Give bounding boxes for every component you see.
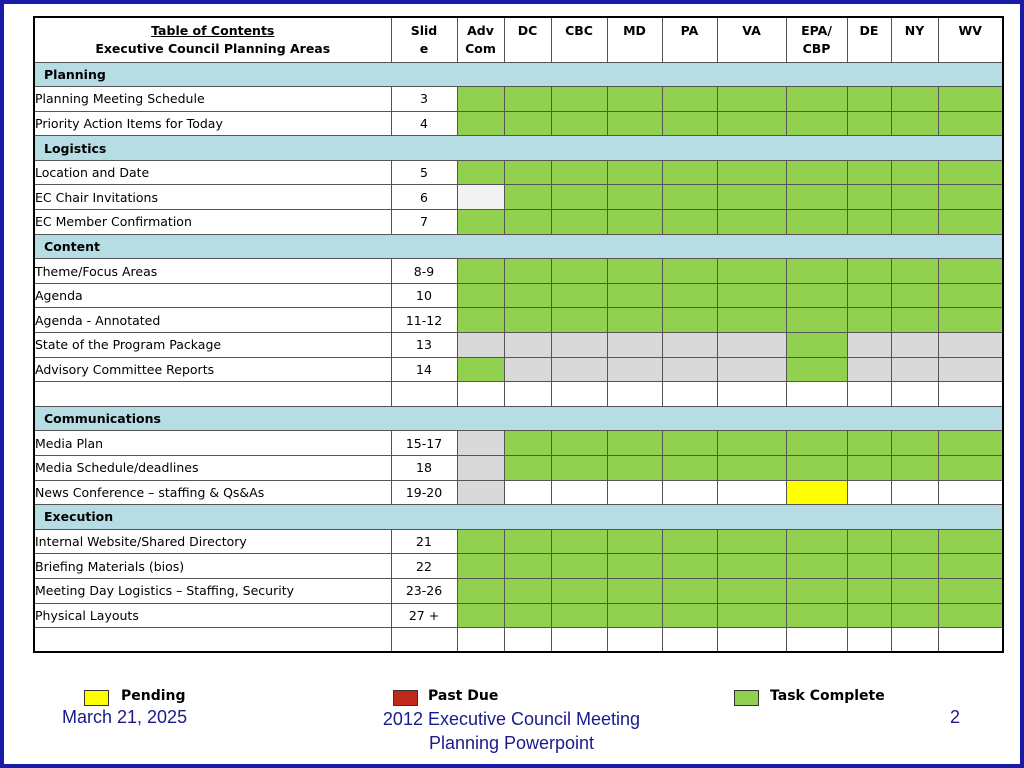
slide-number: 23-26 [391, 578, 457, 603]
status-cell [504, 308, 551, 333]
status-cell [551, 554, 607, 579]
table-row [34, 554, 1003, 579]
status-cell [847, 529, 891, 554]
column-header-epa: EPA/ CBP [786, 17, 847, 62]
status-cell [607, 480, 662, 505]
status-cell [504, 259, 551, 284]
status-cell [457, 333, 504, 358]
status-cell [607, 210, 662, 235]
legend-past-due-swatch [393, 690, 418, 706]
column-header-de: DE [847, 17, 891, 62]
status-cell [607, 160, 662, 185]
status-cell [504, 357, 551, 382]
status-cell [551, 185, 607, 210]
status-cell [891, 87, 938, 112]
status-cell [847, 210, 891, 235]
status-cell [786, 431, 847, 456]
table-row [34, 628, 1003, 653]
status-cell [891, 160, 938, 185]
slide-number [391, 628, 457, 653]
status-cell [607, 578, 662, 603]
status-cell [504, 382, 551, 407]
table-row [34, 283, 1003, 308]
status-cell [457, 111, 504, 136]
toc-header [34, 17, 391, 62]
status-cell [786, 259, 847, 284]
status-cell [891, 333, 938, 358]
column-header-pa: PA [662, 17, 717, 62]
status-cell [457, 308, 504, 333]
status-cell [938, 628, 1003, 653]
status-cell [551, 603, 607, 628]
status-cell [607, 554, 662, 579]
status-cell [786, 578, 847, 603]
status-cell [607, 529, 662, 554]
status-cell [891, 382, 938, 407]
section-row [34, 234, 1003, 259]
item-label: Planning Meeting Schedule [34, 87, 391, 112]
status-cell [504, 529, 551, 554]
slide-number: 14 [391, 357, 457, 382]
slide-number: 4 [391, 111, 457, 136]
slide-number [391, 382, 457, 407]
status-cell [891, 529, 938, 554]
column-header-va: VA [717, 17, 786, 62]
status-cell [551, 111, 607, 136]
item-label: Advisory Committee Reports [34, 357, 391, 382]
slide-number: 11-12 [391, 308, 457, 333]
status-cell [891, 603, 938, 628]
status-cell [717, 210, 786, 235]
status-cell [457, 603, 504, 628]
status-cell [504, 578, 551, 603]
status-cell [662, 111, 717, 136]
status-cell [847, 603, 891, 628]
slide-number: 7 [391, 210, 457, 235]
section-row [34, 136, 1003, 161]
status-cell [717, 382, 786, 407]
status-cell [457, 480, 504, 505]
status-cell [504, 210, 551, 235]
item-label: Physical Layouts [34, 603, 391, 628]
slide-number: 22 [391, 554, 457, 579]
status-cell [717, 333, 786, 358]
legend-task-complete-swatch [734, 690, 759, 706]
status-cell [786, 185, 847, 210]
table-body [34, 62, 1003, 652]
status-cell [847, 456, 891, 481]
status-cell [607, 431, 662, 456]
table-row [34, 87, 1003, 112]
status-cell [504, 603, 551, 628]
status-cell [551, 160, 607, 185]
status-cell [551, 333, 607, 358]
status-cell [717, 259, 786, 284]
status-cell [847, 160, 891, 185]
status-cell [891, 578, 938, 603]
status-cell [847, 259, 891, 284]
status-cell [786, 87, 847, 112]
item-label: Location and Date [34, 160, 391, 185]
status-cell [847, 554, 891, 579]
status-cell [607, 382, 662, 407]
table-row [34, 357, 1003, 382]
section-label: Communications [34, 406, 1003, 431]
column-header-dc: DC [504, 17, 551, 62]
status-cell [662, 480, 717, 505]
table-row [34, 578, 1003, 603]
legend-pending-label: Pending [121, 688, 186, 704]
item-label: Media Plan [34, 431, 391, 456]
status-cell [717, 603, 786, 628]
table-row [34, 529, 1003, 554]
item-label: Meeting Day Logistics – Staffing, Security [34, 578, 391, 603]
status-cell [607, 111, 662, 136]
status-cell [891, 259, 938, 284]
status-cell [457, 456, 504, 481]
status-cell [457, 529, 504, 554]
status-cell [891, 628, 938, 653]
status-cell [717, 431, 786, 456]
status-cell [938, 210, 1003, 235]
status-cell [551, 308, 607, 333]
status-cell [786, 382, 847, 407]
status-cell [847, 480, 891, 505]
status-cell [938, 283, 1003, 308]
slide-number: 19-20 [391, 480, 457, 505]
section-label: Logistics [34, 136, 1003, 161]
status-cell [786, 333, 847, 358]
status-cell [786, 357, 847, 382]
slide-number: 8-9 [391, 259, 457, 284]
status-cell [607, 357, 662, 382]
status-cell [786, 628, 847, 653]
status-cell [457, 357, 504, 382]
column-header-wv: WV [938, 17, 1003, 62]
slide-number: 3 [391, 87, 457, 112]
status-cell [891, 357, 938, 382]
status-cell [938, 456, 1003, 481]
item-label: Agenda - Annotated [34, 308, 391, 333]
status-cell [457, 87, 504, 112]
toc-title: Table of Contents [151, 23, 275, 38]
status-cell [662, 431, 717, 456]
status-cell [717, 160, 786, 185]
status-cell [891, 308, 938, 333]
status-cell [938, 431, 1003, 456]
status-cell [786, 456, 847, 481]
status-cell [551, 578, 607, 603]
status-cell [717, 185, 786, 210]
status-cell [607, 456, 662, 481]
slide-number: 5 [391, 160, 457, 185]
status-cell [662, 210, 717, 235]
section-label: Content [34, 234, 1003, 259]
status-cell [717, 111, 786, 136]
section-row [34, 505, 1003, 530]
status-cell [457, 259, 504, 284]
status-cell [662, 308, 717, 333]
item-label: EC Chair Invitations [34, 185, 391, 210]
status-cell [891, 431, 938, 456]
column-header-slide: Slid e [391, 17, 457, 62]
status-cell [847, 333, 891, 358]
status-cell [717, 87, 786, 112]
status-cell [607, 87, 662, 112]
status-cell [607, 603, 662, 628]
table-row [34, 382, 1003, 407]
status-cell [551, 382, 607, 407]
toc-subtitle: Executive Council Planning Areas [95, 41, 331, 56]
slide-number: 21 [391, 529, 457, 554]
item-label: Briefing Materials (bios) [34, 554, 391, 579]
status-cell [717, 628, 786, 653]
status-cell [607, 259, 662, 284]
status-cell [662, 160, 717, 185]
status-cell [504, 628, 551, 653]
status-cell [504, 554, 551, 579]
legend-past-due-label: Past Due [428, 688, 499, 704]
status-cell [786, 210, 847, 235]
section-row [34, 62, 1003, 87]
status-cell [717, 456, 786, 481]
status-cell [938, 357, 1003, 382]
item-label: Internal Website/Shared Directory [34, 529, 391, 554]
table-row [34, 456, 1003, 481]
status-cell [717, 357, 786, 382]
status-cell [504, 185, 551, 210]
status-cell [891, 480, 938, 505]
column-header-ny: NY [891, 17, 938, 62]
status-cell [717, 480, 786, 505]
footer-title [340, 707, 683, 755]
planning-status-table [33, 16, 1004, 653]
status-cell [662, 628, 717, 653]
status-cell [662, 259, 717, 284]
status-cell [938, 87, 1003, 112]
status-cell [504, 87, 551, 112]
slide-number: 6 [391, 185, 457, 210]
status-cell [891, 111, 938, 136]
status-cell [786, 554, 847, 579]
item-label [34, 628, 391, 653]
status-cell [717, 529, 786, 554]
item-label: Media Schedule/deadlines [34, 456, 391, 481]
status-cell [662, 283, 717, 308]
status-cell [457, 554, 504, 579]
header-row [34, 17, 1003, 62]
status-cell [786, 283, 847, 308]
status-cell [551, 283, 607, 308]
status-cell [457, 210, 504, 235]
status-cell [662, 554, 717, 579]
status-cell [551, 431, 607, 456]
status-cell [662, 578, 717, 603]
table-row [34, 431, 1003, 456]
status-cell [607, 628, 662, 653]
slide-number: 13 [391, 333, 457, 358]
status-cell [891, 456, 938, 481]
table-row [34, 185, 1003, 210]
status-cell [551, 480, 607, 505]
status-cell [891, 210, 938, 235]
status-cell [662, 382, 717, 407]
status-cell [457, 185, 504, 210]
status-cell [786, 603, 847, 628]
item-label: News Conference – staffing & Qs&As [34, 480, 391, 505]
footer-title-line1: 2012 Executive Council Meeting [382, 709, 641, 729]
status-cell [717, 578, 786, 603]
item-label [34, 382, 391, 407]
status-cell [891, 554, 938, 579]
status-cell [786, 480, 847, 505]
table-row [34, 210, 1003, 235]
status-cell [891, 283, 938, 308]
status-cell [938, 529, 1003, 554]
status-cell [938, 603, 1003, 628]
status-cell [662, 529, 717, 554]
slide-number: 18 [391, 456, 457, 481]
item-label: EC Member Confirmation [34, 210, 391, 235]
legend-pending-swatch [84, 690, 109, 706]
column-header-cbc: CBC [551, 17, 607, 62]
status-cell [847, 431, 891, 456]
status-cell [786, 308, 847, 333]
table-row [34, 160, 1003, 185]
status-cell [662, 185, 717, 210]
legend-task-complete-label: Task Complete [770, 688, 885, 704]
status-cell [938, 578, 1003, 603]
status-cell [847, 357, 891, 382]
status-cell [607, 283, 662, 308]
status-cell [504, 431, 551, 456]
footer-date: March 21, 2025 [62, 707, 188, 727]
status-cell [938, 308, 1003, 333]
status-cell [717, 283, 786, 308]
slide-number: 10 [391, 283, 457, 308]
section-row [34, 406, 1003, 431]
item-label: State of the Program Package [34, 333, 391, 358]
status-cell [891, 185, 938, 210]
status-cell [551, 628, 607, 653]
status-cell [504, 283, 551, 308]
status-cell [847, 382, 891, 407]
status-cell [717, 308, 786, 333]
column-header-md: MD [607, 17, 662, 62]
status-cell [717, 554, 786, 579]
page-number: 2 [950, 707, 961, 727]
status-cell [457, 283, 504, 308]
status-cell [504, 111, 551, 136]
table-row [34, 603, 1003, 628]
status-cell [847, 308, 891, 333]
status-cell [551, 456, 607, 481]
section-label: Execution [34, 505, 1003, 530]
status-cell [662, 333, 717, 358]
status-cell [847, 111, 891, 136]
status-cell [786, 160, 847, 185]
status-cell [662, 357, 717, 382]
table-row [34, 308, 1003, 333]
status-cell [551, 259, 607, 284]
status-cell [847, 628, 891, 653]
status-cell [786, 111, 847, 136]
status-cell [551, 210, 607, 235]
status-cell [938, 554, 1003, 579]
status-cell [457, 578, 504, 603]
status-cell [551, 357, 607, 382]
footer-title-line2: Planning Powerpoint [428, 733, 595, 753]
status-cell [457, 431, 504, 456]
status-cell [607, 185, 662, 210]
item-label: Priority Action Items for Today [34, 111, 391, 136]
status-cell [457, 382, 504, 407]
status-cell [938, 160, 1003, 185]
status-cell [504, 480, 551, 505]
status-cell [551, 87, 607, 112]
status-cell [607, 308, 662, 333]
status-cell [938, 480, 1003, 505]
status-cell [607, 333, 662, 358]
section-label: Planning [34, 62, 1003, 87]
status-cell [551, 529, 607, 554]
table-row [34, 333, 1003, 358]
status-cell [662, 456, 717, 481]
status-cell [504, 456, 551, 481]
item-label: Theme/Focus Areas [34, 259, 391, 284]
status-cell [504, 333, 551, 358]
status-cell [662, 87, 717, 112]
status-cell [938, 333, 1003, 358]
item-label: Agenda [34, 283, 391, 308]
status-cell [938, 382, 1003, 407]
status-cell [938, 259, 1003, 284]
status-cell [938, 111, 1003, 136]
column-header-adv: Adv Com [457, 17, 504, 62]
slide-number: 15-17 [391, 431, 457, 456]
status-cell [938, 185, 1003, 210]
status-cell [847, 283, 891, 308]
status-cell [847, 578, 891, 603]
table-row [34, 111, 1003, 136]
status-cell [847, 87, 891, 112]
table-row [34, 259, 1003, 284]
status-cell [457, 628, 504, 653]
status-cell [662, 603, 717, 628]
table-row [34, 480, 1003, 505]
status-cell [847, 185, 891, 210]
status-cell [457, 160, 504, 185]
slide-number: 27 + [391, 603, 457, 628]
status-cell [504, 160, 551, 185]
status-cell [786, 529, 847, 554]
